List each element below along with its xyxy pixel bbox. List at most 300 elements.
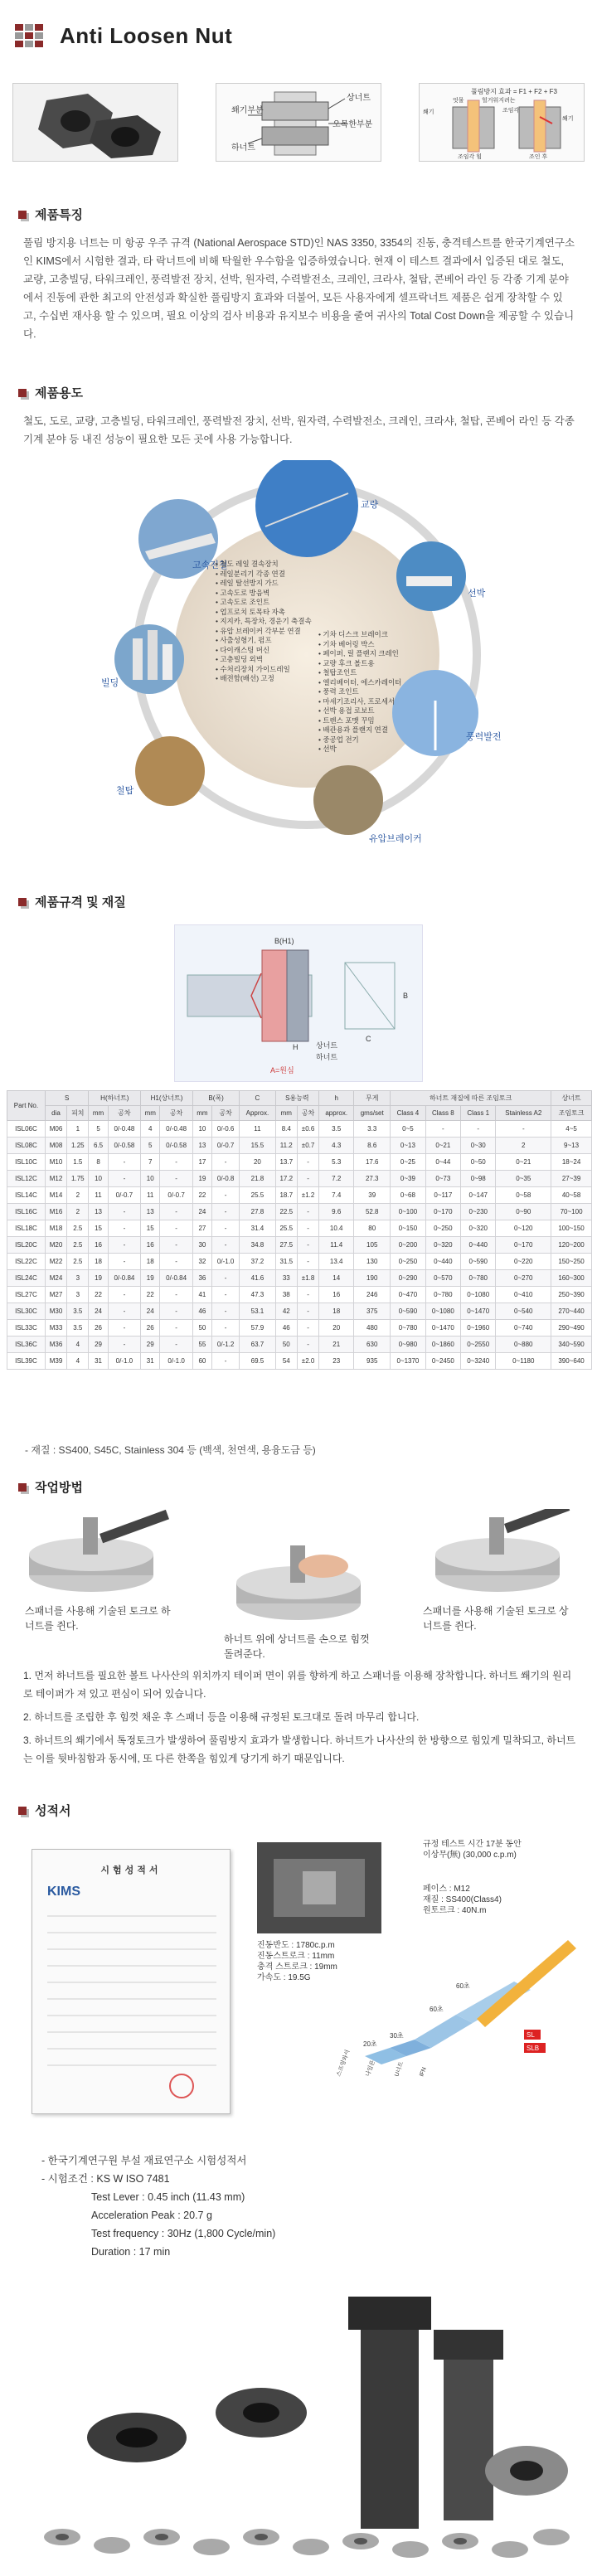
table-cell: 36 (192, 1270, 211, 1287)
fig-label-h: H (293, 1043, 298, 1051)
usage-left-item: • 배전함(배선) 고정 (216, 674, 274, 682)
table-cell: 0~98 (461, 1171, 496, 1187)
table-cell: - (297, 1287, 318, 1303)
table-cell: - (212, 1270, 240, 1287)
svg-text:60초: 60초 (456, 1982, 470, 1990)
table-cell: ISL08C (7, 1138, 46, 1154)
table-cell: ISL16C (7, 1204, 46, 1220)
table-cell: 57.9 (240, 1320, 275, 1337)
table-cell: 52.8 (354, 1204, 391, 1220)
table-cell: 18 (89, 1254, 108, 1270)
table-cell: - (297, 1320, 318, 1337)
table-cell: 21.8 (240, 1171, 275, 1187)
table-cell: 0/-0.84 (108, 1270, 141, 1287)
spec-subheader-cell: mm (275, 1106, 297, 1121)
table-cell: - (212, 1220, 240, 1237)
table-row (7, 1353, 592, 1370)
table-cell: 31 (141, 1353, 160, 1370)
table-cell: - (212, 1237, 240, 1254)
method-caption-2: 하너트 위에 상너트를 손으로 힘껏 돌려준다. (224, 1633, 370, 1660)
table-cell: 0~270 (496, 1270, 551, 1287)
usage-right-item: • 철탑조인트 (318, 668, 357, 677)
table-cell: 27.5 (275, 1237, 297, 1254)
usage-left-item: • 유압 브레이커 각부분 연결 (216, 626, 301, 635)
table-cell: 38 (275, 1287, 297, 1303)
table-cell: 0~5 (391, 1121, 425, 1138)
method-caption-1: 스패너를 사용해 기술된 토크로 하너트를 쥔다. (25, 1605, 171, 1632)
table-cell: 0~117 (425, 1187, 460, 1204)
table-cell: 19 (192, 1171, 211, 1187)
spec-subheader-cell: Class 4 (391, 1106, 425, 1121)
table-cell: 0~35 (496, 1171, 551, 1187)
table-cell: M06 (45, 1121, 66, 1138)
table-cell: 7 (141, 1154, 160, 1171)
brand-squares-icon (15, 24, 43, 49)
table-cell: - (160, 1204, 193, 1220)
nut-photo (12, 83, 178, 162)
table-cell: 0~1370 (391, 1353, 425, 1370)
material-note: - 재질 : SS400, S45C, Stainless 304 등 (백색, 천연색, 용융도금 등) (25, 1444, 316, 1456)
table-cell: - (108, 1287, 141, 1303)
table-cell: - (160, 1303, 193, 1320)
label-building: 빌딩 (101, 678, 119, 688)
usage-left-item: • 업프로치 토목타 자촉 (216, 607, 285, 616)
table-cell: 21 (319, 1337, 354, 1353)
certificate-document (32, 1849, 231, 2114)
table-cell: 0~780 (461, 1270, 496, 1287)
table-cell: 16 (89, 1237, 108, 1254)
table-row (7, 1254, 592, 1270)
table-cell: M22 (45, 1254, 66, 1270)
table-cell: 8 (89, 1154, 108, 1171)
table-cell: M36 (45, 1337, 66, 1353)
table-cell: 0~170 (425, 1204, 460, 1220)
table-cell: - (297, 1154, 318, 1171)
table-cell: 5 (141, 1138, 160, 1154)
spec-table (7, 1090, 592, 1370)
table-cell: - (108, 1237, 141, 1254)
table-cell: 0~590 (461, 1254, 496, 1270)
svg-text:엇물: 엇물 (453, 98, 464, 104)
features-text: 풀림 방지용 너트는 미 항공 우주 규격 (National Aerospace STD)인 NAS 3350, 3354의 진동, 충격테스트를 한국기계연구소인 KIMS에서 시험한 결과, 타 락너트에 비해 탁월한 우수함을 입증하였습니다. 현재 이 테스트 결과에서 입증된 대로 철도, 교량, 고층빌딩, 타워크레인, 풍력발전 장치, 선박, 원자력, 수력발전소, 크레인, 크라샤, 철탑, 콘베어 라인 등 각종 기계 분야에서 진동에 관한 최고의 안전성과 확실한 풀림방지 효과와 더불어, 모든 사용자에게 셀프락너트 제품은 쉽게 장착할 수 있고, 수십번 재사용 할 수 있으며, 필요 이상의 검사 비용과 유지보수 비용을 줄여 귀사의 Total Cost Down을 제공할 수 있습니다. (23, 237, 575, 340)
table-cell: 0~73 (425, 1171, 460, 1187)
spec-subheader-cell: 공차 (160, 1106, 193, 1121)
table-cell: - (108, 1320, 141, 1337)
table-cell: 0~100 (391, 1204, 425, 1220)
table-cell: 22.5 (275, 1204, 297, 1220)
table-cell: - (160, 1320, 193, 1337)
spec-subheader-cell: Approx. (240, 1106, 275, 1121)
page-header (15, 23, 232, 49)
table-cell: 4 (67, 1337, 89, 1353)
cert-heading: 성적서 (18, 1802, 70, 1819)
table-cell: 0~44 (425, 1154, 460, 1171)
table-cell: 935 (354, 1353, 391, 1370)
table-cell: - (108, 1204, 141, 1220)
table-cell: 17.2 (275, 1171, 297, 1187)
table-cell: 270~440 (551, 1303, 592, 1320)
table-cell: 8.6 (354, 1138, 391, 1154)
usage-left-item: • 지지카, 특장차, 경운기 축결속 (216, 617, 312, 625)
table-cell: - (212, 1320, 240, 1337)
table-cell: 0~3240 (461, 1353, 496, 1370)
wrench-upper-nut-photo (423, 1509, 572, 1600)
table-cell: ±2.0 (297, 1353, 318, 1370)
table-cell: 0/-1.0 (212, 1254, 240, 1270)
table-cell: 0/-0.48 (108, 1121, 141, 1138)
breaker-photo-circle (313, 765, 383, 835)
usage-right-item: • 기차 베어링 박스 (318, 639, 375, 648)
table-cell: 30 (192, 1237, 211, 1254)
table-cell: 1.75 (67, 1171, 89, 1187)
label-pylon: 철탑 (116, 786, 134, 796)
table-cell: 3 (67, 1287, 89, 1303)
table-cell: 13 (192, 1138, 211, 1154)
table-cell: 120~200 (551, 1237, 592, 1254)
table-cell: 0~320 (425, 1237, 460, 1254)
svg-text:쐐기: 쐐기 (423, 109, 434, 115)
table-cell: 18 (319, 1303, 354, 1320)
table-cell: 16 (141, 1237, 160, 1254)
table-cell: 0~440 (425, 1254, 460, 1270)
spec-subheader-cell: Class 1 (461, 1106, 496, 1121)
table-cell: 50 (275, 1337, 297, 1353)
nut-cross-section-diagram (216, 83, 381, 162)
hero-strip (12, 83, 585, 162)
table-cell: 0~1860 (425, 1337, 460, 1353)
table-cell: M08 (45, 1138, 66, 1154)
table-cell: 15 (141, 1220, 160, 1237)
table-cell: 0~880 (496, 1337, 551, 1353)
table-cell: 0~30 (461, 1138, 496, 1154)
table-cell: 34.8 (240, 1237, 275, 1254)
table-cell: 0~470 (391, 1287, 425, 1303)
table-cell: - (425, 1121, 460, 1138)
table-cell: - (108, 1303, 141, 1320)
table-cell: 6.5 (89, 1138, 108, 1154)
spec-header-row: Part No. S H(하너트) H1(상너트) B(폭) C S용능력 h 무게 하너트 재질에 따른 조임토크 상너트 (7, 1091, 592, 1106)
table-cell: 27.8 (240, 1204, 275, 1220)
table-cell: 5.3 (319, 1154, 354, 1171)
section-marker-icon (18, 1483, 27, 1492)
table-row (7, 1237, 592, 1254)
svg-text:조임각 힘: 조임각 힘 (458, 154, 482, 160)
usage-left-item: • 고속도로 방음벽 (216, 588, 270, 597)
table-cell: 20 (319, 1320, 354, 1337)
table-cell: 22 (192, 1187, 211, 1204)
table-cell: 0/-0.84 (160, 1270, 193, 1287)
fig-label-b: B (403, 992, 409, 1000)
table-cell: 0~1180 (496, 1353, 551, 1370)
table-cell: 0~320 (461, 1220, 496, 1237)
table-cell: - (212, 1154, 240, 1171)
table-cell: - (160, 1154, 193, 1171)
pylon-photo-circle (135, 736, 205, 806)
table-cell: ISL39C (7, 1353, 46, 1370)
table-cell: 0~25 (391, 1154, 425, 1171)
table-cell: 0~250 (391, 1254, 425, 1270)
label-upper-nut: 상너트 (347, 94, 371, 103)
table-row (7, 1303, 592, 1320)
usage-left-item: • 철도 레일 결속장치 (216, 560, 279, 568)
table-cell: - (297, 1220, 318, 1237)
table-cell: 340~590 (551, 1337, 592, 1353)
chart-spec: 페이스 : M12 재질 : SS400(Class4) 원토르크 : 40N.m (423, 1885, 502, 1915)
table-cell: 18.7 (275, 1187, 297, 1204)
spec-subheader-cell: 피치 (67, 1106, 89, 1121)
table-cell: 19 (141, 1270, 160, 1287)
table-cell: 29 (89, 1337, 108, 1353)
table-cell: 0~780 (391, 1320, 425, 1337)
table-cell: 31.4 (240, 1220, 275, 1237)
table-cell: 0~58 (496, 1187, 551, 1204)
table-cell: 0/-1.2 (212, 1337, 240, 1353)
table-cell: M12 (45, 1171, 66, 1187)
usage-right-item: • 선박 (318, 745, 337, 753)
svg-text:조인 후: 조인 후 (529, 154, 548, 160)
table-row (7, 1220, 592, 1237)
svg-text:나일론: 나일론 (365, 2059, 376, 2078)
table-cell: 0~150 (391, 1220, 425, 1237)
table-cell: ISL33C (7, 1320, 46, 1337)
table-cell: 0~120 (496, 1220, 551, 1237)
fig-label-c: C (366, 1035, 371, 1043)
table-cell: 53.1 (240, 1303, 275, 1320)
table-cell: 7.2 (319, 1171, 354, 1187)
table-cell: 4.3 (319, 1138, 354, 1154)
table-cell: 160~300 (551, 1270, 592, 1287)
svg-text:IFN: IFN (419, 2066, 428, 2078)
method-step-1 (25, 1509, 174, 1662)
table-cell: 29 (141, 1337, 160, 1353)
table-cell: 0~1080 (425, 1303, 460, 1320)
table-cell: 24 (89, 1303, 108, 1320)
table-cell: 0~90 (496, 1204, 551, 1220)
label-hydraulic-breaker: 유압브레이커 (369, 834, 422, 844)
usage-list-right (318, 630, 401, 754)
table-cell: 0~21 (425, 1138, 460, 1154)
table-cell: - (297, 1171, 318, 1187)
table-cell: - (212, 1287, 240, 1303)
svg-text:SLB: SLB (527, 2045, 540, 2052)
method-caption-3: 스패너를 사용해 기술된 토크로 상너트를 쥔다. (423, 1605, 569, 1632)
table-cell: 10 (192, 1121, 211, 1138)
usage-left-item: • 레일 탈선방지 가드 (216, 579, 279, 587)
table-cell: M18 (45, 1220, 66, 1237)
table-cell: 0/-0.58 (160, 1138, 193, 1154)
table-cell: 0~780 (425, 1287, 460, 1303)
svg-text:30초: 30초 (390, 2032, 404, 2040)
table-cell: 1.5 (67, 1154, 89, 1171)
table-cell: ISL20C (7, 1237, 46, 1254)
table-cell: 31.5 (275, 1254, 297, 1270)
usage-right-item: • 배관용과 플랜지 연결 (318, 725, 388, 734)
method-steps-images (25, 1509, 572, 1662)
fig-label-eccentric: A=원심 (270, 1066, 294, 1075)
table-cell: 13 (141, 1204, 160, 1220)
spec-table-body (7, 1121, 592, 1370)
vibration-info: 진동반도 : 1780c.p.m 진동스트로크 : 11mm 충격 스트로크 : 19mm 가속도 : 19.5G (257, 1941, 337, 1982)
table-cell: 0~1080 (461, 1287, 496, 1303)
fig-label-upper-nut: 상너트 (316, 1041, 338, 1050)
table-cell: 11 (89, 1187, 108, 1204)
table-cell: - (297, 1337, 318, 1353)
table-cell: 2 (67, 1204, 89, 1220)
svg-text:SL: SL (527, 2031, 535, 2039)
usage-left-item: • 수처리장치 가이드레일 (216, 664, 290, 673)
table-cell: - (160, 1171, 193, 1187)
section-marker-icon (18, 898, 27, 906)
table-cell: M10 (45, 1154, 66, 1171)
table-cell: ISL22C (7, 1254, 46, 1270)
table-cell: 4 (67, 1353, 89, 1370)
formula-label: 풀림방지 효과 = F1 + F2 + F3 (471, 88, 557, 95)
bar-sl (477, 1940, 576, 2027)
table-cell: 80 (354, 1220, 391, 1237)
table-cell: 0/-0.58 (108, 1138, 141, 1154)
table-cell: 0~740 (496, 1320, 551, 1337)
table-cell: 39 (354, 1187, 391, 1204)
table-cell: 63.7 (240, 1337, 275, 1353)
table-cell: 0~410 (496, 1287, 551, 1303)
table-cell: 0~250 (425, 1220, 460, 1237)
spec-subheader-cell: 공차 (108, 1106, 141, 1121)
spec-heading: 제품규격 및 재질 (18, 893, 126, 910)
table-cell: 1 (67, 1121, 89, 1138)
table-cell: M24 (45, 1270, 66, 1287)
usage-left-item: • 고층빌딩 외벽 (216, 655, 263, 663)
table-cell: - (297, 1237, 318, 1254)
table-cell: 3.5 (67, 1320, 89, 1337)
table-cell: 2 (496, 1138, 551, 1154)
table-cell: 0~220 (496, 1254, 551, 1270)
table-cell: 5 (89, 1121, 108, 1138)
table-cell: - (108, 1220, 141, 1237)
table-cell: - (297, 1204, 318, 1220)
usage-right-item: • 교량 후크 볼트용 (318, 658, 375, 667)
table-cell: 250~390 (551, 1287, 592, 1303)
table-cell: - (297, 1254, 318, 1270)
table-cell: 50 (192, 1320, 211, 1337)
table-cell: ISL36C (7, 1337, 46, 1353)
table-cell: 23 (319, 1353, 354, 1370)
table-cell: 3.5 (319, 1121, 354, 1138)
table-cell: - (108, 1154, 141, 1171)
table-cell: 0~13 (391, 1138, 425, 1154)
table-cell: 190 (354, 1270, 391, 1287)
table-cell: 13.7 (275, 1154, 297, 1171)
table-cell: 8.4 (275, 1121, 297, 1138)
table-cell: 27.3 (354, 1171, 391, 1187)
table-cell: - (212, 1187, 240, 1204)
nuts-and-bolts-photo (12, 2288, 585, 2570)
features-heading: 제품특징 (18, 206, 83, 223)
table-cell: 15 (89, 1220, 108, 1237)
table-cell: 11.4 (319, 1237, 354, 1254)
table-cell: 27 (192, 1220, 211, 1237)
table-cell: 0~21 (496, 1154, 551, 1171)
usage-right-item: • 중공업 전기 (318, 735, 359, 744)
table-cell: 7.4 (319, 1187, 354, 1204)
cert-details: - 한국기계연구원 부설 재료연구소 시험성적서 - 시험조건 : KS W ISO 7481 Test Lever : 0.45 inch (11.43 mm) Acceleration Peak : 20.7 g Test frequency : 30Hz (1,800 Cycle/min) Duration : 17 min (41, 2155, 276, 2258)
table-cell: 19 (89, 1270, 108, 1287)
cert-doc-title: 시험성적서 (100, 1865, 162, 1875)
usage-text: 철도, 도로, 교량, 고층빌딩, 타워크레인, 풍력발전 장치, 선박, 원자력, 수력발전소, 크레인, 크라샤, 철탑, 콘베어 라인 등 각종 기계 분야 등 내진 성능이 필요한 모든 곳에 사용 가능합니다. (23, 415, 575, 445)
table-cell: 37.2 (240, 1254, 275, 1270)
chart-title: 규정 테스트 시간 17분 동안 이상무(無) (30,000 c.p.m) (423, 1840, 522, 1860)
table-cell: 100~150 (551, 1220, 592, 1237)
table-cell: 3.3 (354, 1121, 391, 1138)
table-cell: 54 (275, 1353, 297, 1370)
table-cell: ±1.8 (297, 1270, 318, 1287)
svg-text:U너트: U너트 (394, 2060, 405, 2078)
usage-right-item: • 마세기조리사, 프로세서 (318, 696, 396, 706)
table-cell: 10 (89, 1171, 108, 1187)
usage-heading: 제품용도 (18, 384, 83, 401)
table-row (7, 1154, 592, 1171)
table-row (7, 1270, 592, 1287)
table-cell: 2 (67, 1187, 89, 1204)
table-row (7, 1138, 592, 1154)
spec-subheader-cell: mm (141, 1106, 160, 1121)
table-cell: ISL10C (7, 1154, 46, 1171)
table-cell: M27 (45, 1287, 66, 1303)
spec-subheader-cell: 공차 (212, 1106, 240, 1121)
table-cell: M39 (45, 1353, 66, 1370)
table-cell: 0/-0.7 (108, 1187, 141, 1204)
table-cell: 40~58 (551, 1187, 592, 1204)
table-cell: 390~640 (551, 1353, 592, 1370)
table-cell: - (160, 1337, 193, 1353)
table-cell: 11 (141, 1187, 160, 1204)
table-cell: 9~13 (551, 1138, 592, 1154)
fig-label-b-h1: B(H1) (274, 937, 294, 945)
table-cell: 17 (192, 1154, 211, 1171)
table-cell: 20 (240, 1154, 275, 1171)
table-cell: 3.5 (67, 1303, 89, 1320)
table-cell: 0~1470 (425, 1320, 460, 1337)
table-cell: 0~1960 (461, 1320, 496, 1337)
table-cell: 60 (192, 1353, 211, 1370)
usage-right-item: • 엘리베이터, 에스카레이터 (318, 677, 402, 686)
spec-subheader-cell: 공차 (297, 1106, 318, 1121)
table-cell: 22 (141, 1287, 160, 1303)
method-step-2 (224, 1537, 373, 1662)
table-cell: 480 (354, 1320, 391, 1337)
label-wind-power: 풍력발전 (466, 732, 502, 742)
svg-text:헐거워지려는: 헐거워지려는 (482, 98, 516, 104)
table-cell: 24 (141, 1303, 160, 1320)
svg-text:쐐기: 쐐기 (562, 116, 574, 122)
table-cell: 0~570 (425, 1270, 460, 1287)
table-cell: 0/-0.48 (160, 1121, 193, 1138)
table-cell: 24 (192, 1204, 211, 1220)
table-cell: 0~147 (461, 1187, 496, 1204)
table-cell: 69.5 (240, 1353, 275, 1370)
table-cell: 25.5 (240, 1187, 275, 1204)
table-cell: 25.5 (275, 1220, 297, 1237)
wrench-lower-nut-photo (25, 1509, 174, 1600)
table-cell: 290~490 (551, 1320, 592, 1337)
table-cell: 0/-0.7 (212, 1138, 240, 1154)
table-cell: 55 (192, 1337, 211, 1353)
table-cell: 0/-0.6 (212, 1121, 240, 1138)
table-cell: ±0.6 (297, 1121, 318, 1138)
table-cell: ISL24C (7, 1270, 46, 1287)
table-cell: ISL12C (7, 1171, 46, 1187)
page-title: Anti Loosen Nut (60, 23, 233, 48)
spec-subheader-cell: gms/set (354, 1106, 391, 1121)
